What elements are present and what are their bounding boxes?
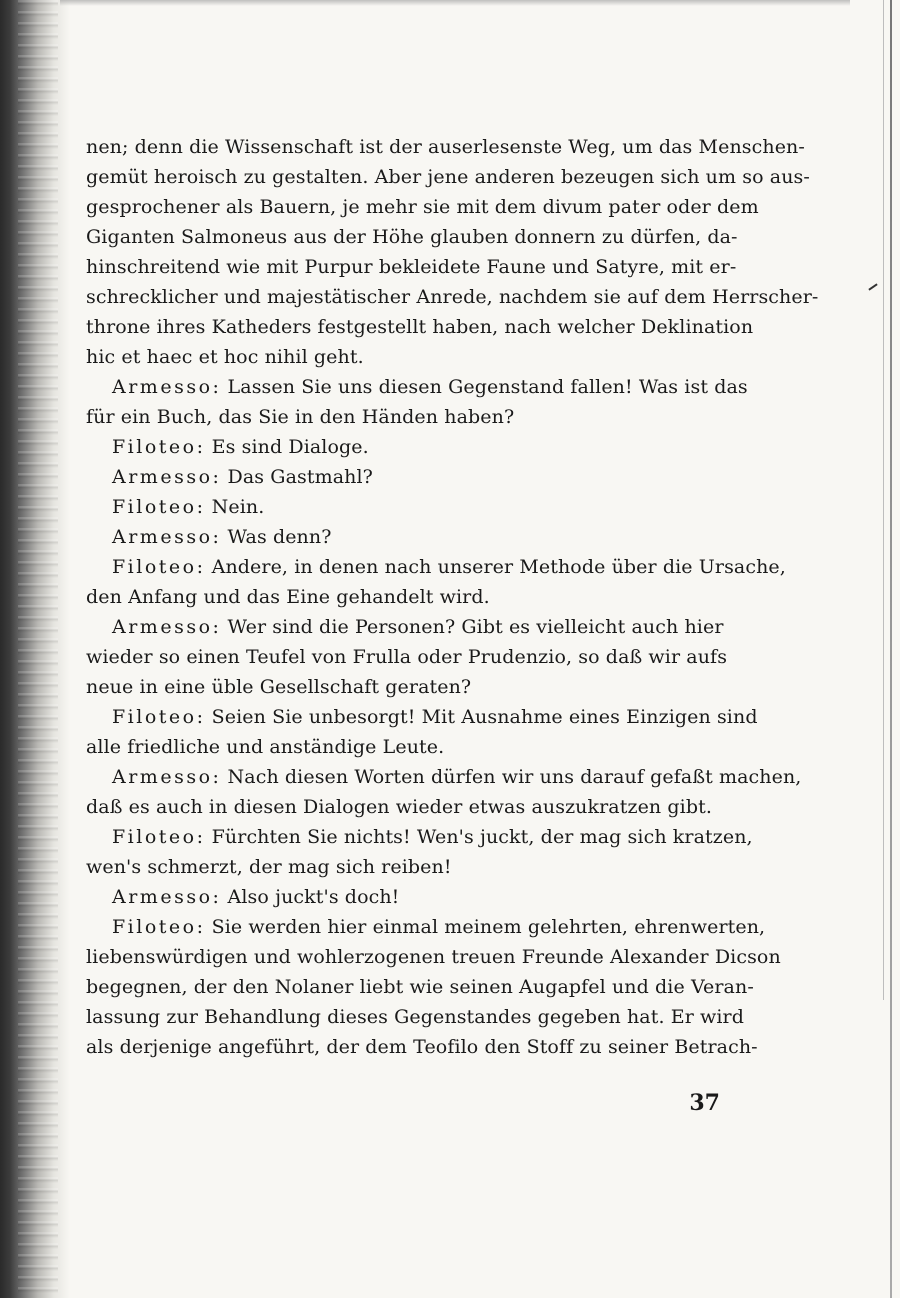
- line-text: daß es auch in diesen Dialogen wieder etwas auszukratzen gibt.: [86, 796, 712, 818]
- text-line: [86, 612, 724, 642]
- text-line: [86, 792, 720, 822]
- line-text: neue in eine üble Gesellschaft geraten?: [86, 676, 472, 698]
- speaker-name: Filoteo:: [112, 556, 206, 578]
- right-edge-line: [890, 0, 892, 1298]
- speaker-name: Armesso:: [112, 616, 222, 638]
- right-edge-line-inner: [883, 0, 884, 1000]
- line-text: hinschreitend wie mit Purpur bekleidete Faune und Satyre, mit er-: [86, 256, 737, 278]
- text-line: [86, 642, 728, 672]
- line-text: Lassen Sie uns diesen Gegenstand fallen! Was ist das: [227, 376, 748, 398]
- dialogue-paragraph: [86, 822, 753, 882]
- dialogue-paragraph: [86, 912, 781, 1062]
- dialogue-paragraph: [86, 432, 720, 462]
- dialogue-paragraph: [86, 462, 720, 492]
- line-text: nen; denn die Wissenschaft ist der auserlesenste Weg, um das Menschen-: [86, 136, 805, 158]
- line-text: Nein.: [211, 496, 265, 518]
- line-text: Nach diesen Worten dürfen wir uns darauf gefaßt machen,: [227, 766, 802, 788]
- text-line: [86, 192, 759, 222]
- line-text: Andere, in denen nach unserer Methode über die Ursache,: [211, 556, 786, 578]
- text-line: [86, 372, 748, 402]
- speaker-name: Armesso:: [112, 466, 222, 488]
- text-line: [86, 672, 720, 702]
- text-line: [86, 282, 819, 312]
- text-line: [86, 522, 720, 552]
- text-line: [86, 942, 781, 972]
- speaker-name: Filoteo:: [112, 496, 206, 518]
- text-line: [86, 882, 720, 912]
- speaker-name: Filoteo:: [112, 706, 206, 728]
- text-line: [86, 132, 805, 162]
- line-text: wen's schmerzt, der mag sich reiben!: [86, 856, 452, 878]
- text-line: [86, 912, 766, 942]
- dialogue-paragraph: [86, 552, 786, 612]
- text-line: [86, 762, 802, 792]
- line-text: Fürchten Sie nichts! Wen's juckt, der mag sich kratzen,: [211, 826, 753, 848]
- text-line: [86, 582, 720, 612]
- text-line: [86, 822, 753, 852]
- text-line: [86, 402, 720, 432]
- line-text: Wer sind die Personen? Gibt es vielleicht auch hier: [227, 616, 724, 638]
- dialogue-paragraph: [86, 882, 720, 912]
- line-text: Sie werden hier einmal meinem gelehrten, ehrenwerten,: [211, 916, 766, 938]
- line-text: wieder so einen Teufel von Frulla oder Prudenzio, so daß wir aufs: [86, 646, 728, 668]
- line-text: lassung zur Behandlung dieses Gegenstandes gegeben hat. Er wird: [86, 1006, 745, 1028]
- line-text: für ein Buch, das Sie in den Händen haben?: [86, 406, 515, 428]
- line-text: gesprochener als Bauern, je mehr sie mit dem divum pater oder dem: [86, 196, 759, 218]
- line-text: Giganten Salmoneus aus der Höhe glauben donnern zu dürfen, da-: [86, 226, 738, 248]
- margin-pencil-mark: [868, 283, 877, 290]
- speaker-name: Armesso:: [112, 376, 222, 398]
- text-line: [86, 342, 720, 372]
- text-line: [86, 732, 720, 762]
- line-text: alle friedliche und anständige Leute.: [86, 736, 445, 758]
- text-line: [86, 162, 810, 192]
- page-number: 37: [689, 1090, 720, 1116]
- text-line: [86, 312, 754, 342]
- speaker-name: Filoteo:: [112, 826, 206, 848]
- text-line: [86, 492, 720, 522]
- binding-speckle: [18, 0, 58, 1298]
- dialogue-paragraph: [86, 612, 728, 702]
- text-line: [86, 462, 720, 492]
- text-line: [86, 222, 738, 252]
- text-line: [86, 432, 720, 462]
- speaker-name: Filoteo:: [112, 436, 206, 458]
- text-line: [86, 552, 786, 582]
- dialogue-paragraph: [86, 702, 758, 762]
- text-line: [86, 1002, 745, 1032]
- dialogue-paragraph: [86, 522, 720, 552]
- line-text: throne ihres Katheders festgestellt haben, nach welcher Deklination: [86, 316, 754, 338]
- speaker-name: Armesso:: [112, 766, 222, 788]
- text-line: [86, 1032, 758, 1062]
- line-text: Es sind Dialoge.: [211, 436, 369, 458]
- line-text: hic et haec et hoc nihil geht.: [86, 346, 364, 368]
- line-text: als derjenige angeführt, der dem Teofilo den Stoff zu seiner Betrach-: [86, 1036, 758, 1058]
- dialogue-paragraph: [86, 762, 802, 822]
- speaker-name: Filoteo:: [112, 916, 206, 938]
- text-line: [86, 252, 737, 282]
- text-line: [86, 852, 720, 882]
- top-edge-shadow: [60, 0, 850, 6]
- line-text: begegnen, der den Nolaner liebt wie seinen Augapfel und die Veran-: [86, 976, 754, 998]
- text-line: [86, 702, 758, 732]
- line-text: liebenswürdigen und wohlerzogenen treuen Freunde Alexander Dicson: [86, 946, 781, 968]
- speaker-name: Armesso:: [112, 886, 222, 908]
- line-text: gemüt heroisch zu gestalten. Aber jene anderen bezeugen sich um so aus-: [86, 166, 810, 188]
- line-text: schrecklicher und majestätischer Anrede, nachdem sie auf dem Herrscher-: [86, 286, 819, 308]
- text-line: [86, 972, 754, 1002]
- line-text: Das Gastmahl?: [227, 466, 373, 488]
- line-text: Also juckt's doch!: [227, 886, 400, 908]
- body-text: [86, 132, 819, 1062]
- speaker-name: Armesso:: [112, 526, 222, 548]
- line-text: Was denn?: [227, 526, 332, 548]
- line-text: den Anfang und das Eine gehandelt wird.: [86, 586, 490, 608]
- dialogue-paragraph: [86, 492, 720, 522]
- dialogue-paragraph: [86, 372, 748, 432]
- paragraph: [86, 132, 819, 372]
- line-text: Seien Sie unbesorgt! Mit Ausnahme eines Einzigen sind: [211, 706, 758, 728]
